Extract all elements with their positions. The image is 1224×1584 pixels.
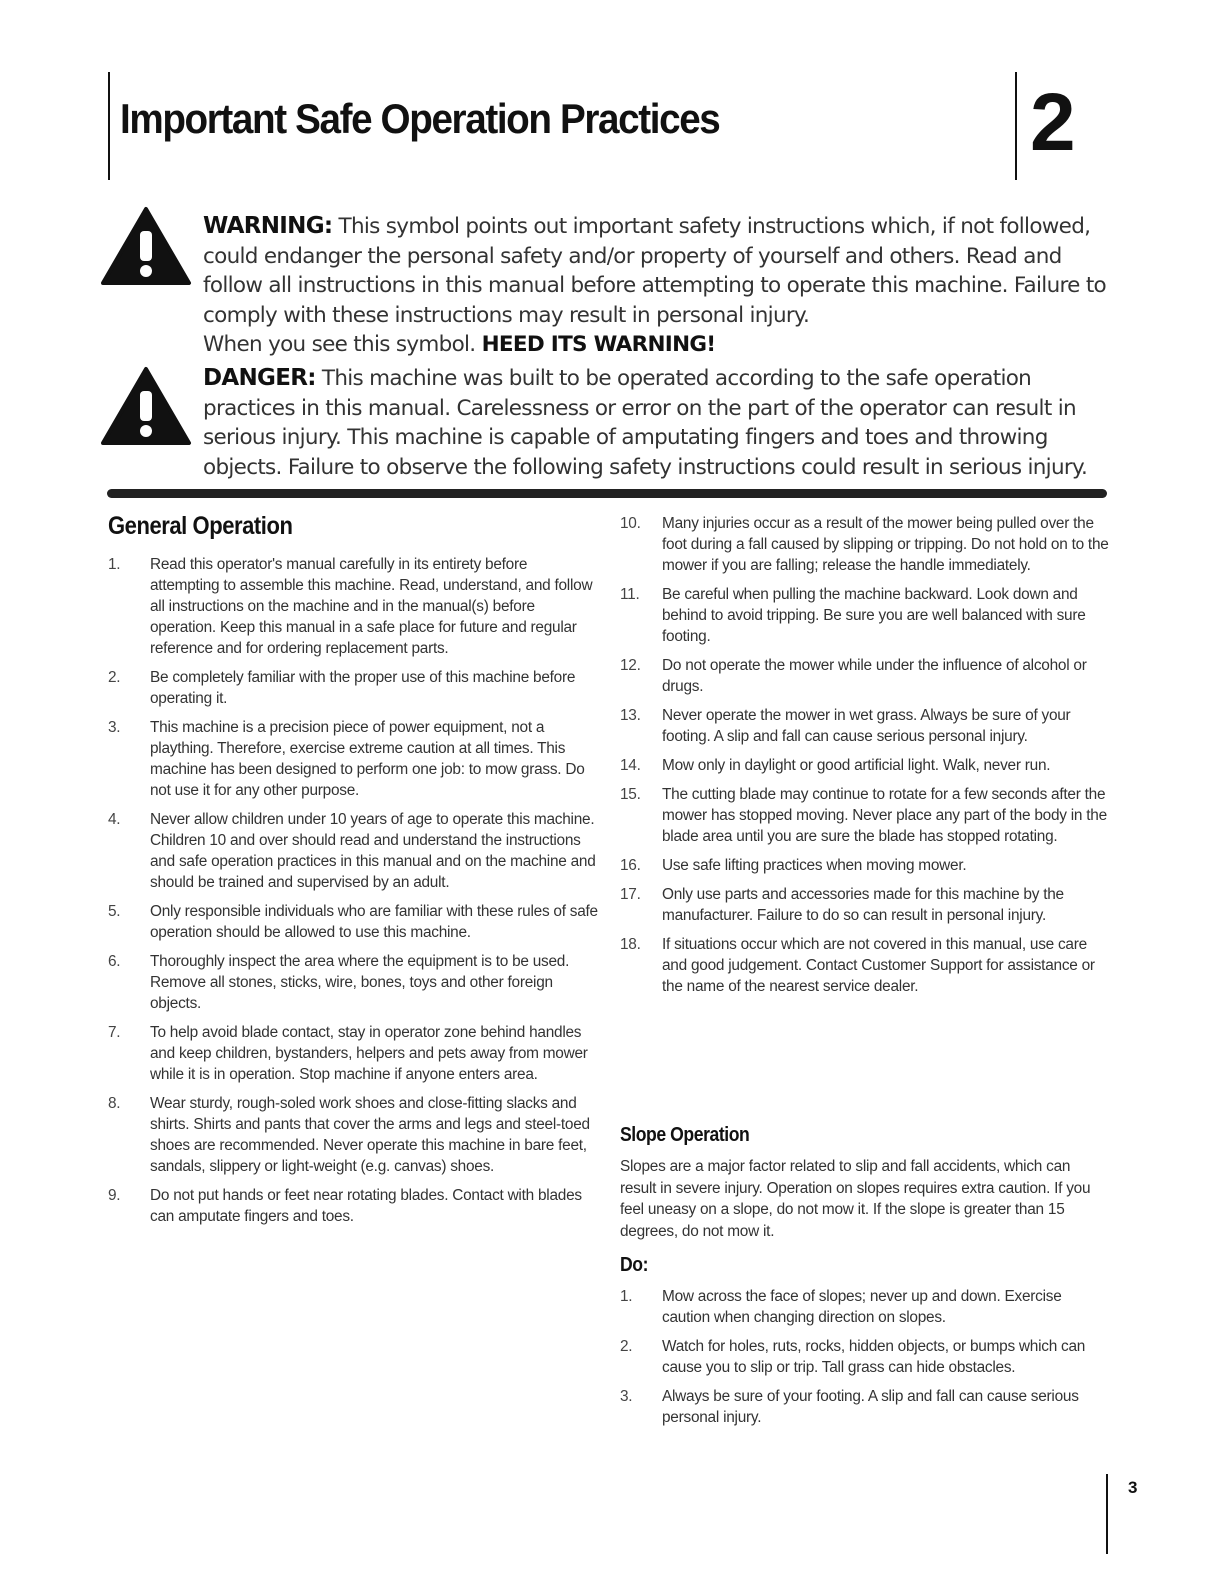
do-heading: Do: <box>620 1254 649 1276</box>
list-item: 13. Never operate the mower in wet grass. Always be sure of your footing. A slip and fall can cause serious personal injury. <box>620 707 1071 745</box>
list-item: 9. Do not put hands or feet near rotating blades. Contact with blades can amputate fingers and toes. <box>108 1187 582 1225</box>
page-title: Important Safe Operation Practices <box>120 95 720 142</box>
general-operation-heading: General Operation <box>108 512 293 540</box>
list-item: 1. Mow across the face of slopes; never up and down. Exercise caution when changing direction on slopes. <box>620 1288 1062 1326</box>
slope-operation-heading: Slope Operation <box>620 1124 750 1146</box>
list-item: 5. Only responsible individuals who are familiar with these rules of safe operation should be allowed to use this machine. <box>108 903 598 941</box>
danger-text: This machine was built to be operated according to the safe operation practices in this manual. Carelessness or error on the part of the operator can result in serious injury. This machine is capable of amputating fingers and toes and throwing objects. Failure to observe the following safety instructions could result in serious injury. <box>203 366 1088 480</box>
section-divider <box>107 489 1107 498</box>
list-item: 7. To help avoid blade contact, stay in operator zone behind handles and keep children, bystanders, helpers and pets away from mower while it is in operation. Stop machine if anyone enters area. <box>108 1024 588 1083</box>
list-item: 1. Read this operator's manual carefully in its entirety before attempting to assemble this machine. Read, understand, and follow all instructions on the machine and in the manual(s) before operation. Keep this manual in a safe place for future and regular reference and for ordering replacement parts. <box>108 556 593 657</box>
chapter-rule <box>1015 72 1017 180</box>
danger-triangle-icon <box>100 365 192 447</box>
list-item: 17. Only use parts and accessories made for this machine by the manufacturer. Failure to do so can result in personal injury. <box>620 886 1064 924</box>
list-item: 10. Many injuries occur as a result of the mower being pulled over the foot during a fall caused by slipping or tripping. Do not hold on to the mower if you are falling; release the handle immediately. <box>620 515 1109 574</box>
list-item: 3. Always be sure of your footing. A slip and fall can cause serious personal injury. <box>620 1388 1079 1426</box>
danger-keyword: DANGER: <box>203 365 316 391</box>
warning-line2: When you see this symbol. <box>203 332 482 357</box>
list-item: 11. Be careful when pulling the machine backward. Look down and behind to avoid tripping. Be sure you are well balanced with sure footing. <box>620 586 1086 645</box>
list-item: 15. The cutting blade may continue to rotate for a few seconds after the mower has stopped moving. Never place any part of the body in the blade area until you are sure the blade has stopped rotating. <box>620 786 1107 845</box>
list-item: 14. Mow only in daylight or good artificial light. Walk, never run. <box>620 757 1051 774</box>
slope-do-list <box>620 1286 1110 1436</box>
danger-notice <box>203 364 1108 482</box>
page-number: 3 <box>1128 1478 1138 1497</box>
title-left-rule <box>108 72 110 180</box>
list-item: 18. If situations occur which are not covered in this manual, use care and good judgement. Contact Customer Support for assistance or the name of the nearest service dealer. <box>620 936 1095 995</box>
warning-notice <box>203 212 1108 360</box>
list-item: 4. Never allow children under 10 years of age to operate this machine. Children 10 and over should read and understand the instructions and safe operation practices in this manual and on the machine and should be trained and supervised by an adult. <box>108 811 596 891</box>
warning-text: This symbol points out important safety instructions which, if not followed, could endanger the personal safety and/or property of yourself and others. Read and follow all instructions in this manual before attempting to operate this machine. Failure to comply with these instructions may result in personal injury. <box>203 214 1107 328</box>
list-item: 2. Watch for holes, ruts, rocks, hidden objects, or bumps which can cause you to slip or trip. Tall grass can hide obstacles. <box>620 1338 1086 1376</box>
list-item: 12. Do not operate the mower while under the influence of alcohol or drugs. <box>620 657 1087 695</box>
list-item: 16. Use safe lifting practices when moving mower. <box>620 857 967 874</box>
warning-triangle-icon <box>100 205 192 287</box>
general-operation-list-right <box>620 513 1110 1005</box>
list-item: 2. Be completely familiar with the proper use of this machine before operating it. <box>108 669 576 707</box>
general-operation-list-left <box>108 554 598 1235</box>
chapter-number: 2 <box>1030 77 1076 168</box>
warning-keyword: WARNING: <box>203 213 333 239</box>
heed-warning-emphasis: HEED ITS WARNING! <box>481 332 716 357</box>
page-number-rule <box>1106 1474 1108 1554</box>
list-item: 8. Wear sturdy, rough-soled work shoes and close-fitting slacks and shirts. Shirts and pants that cover the arms and legs and steel-toed shoes are recommended. Never operate this machine in bare feet, sandals, slippery or light-weight (e.g. canvas) shoes. <box>108 1095 590 1175</box>
slope-operation-intro: Slopes are a major factor related to slip and fall accidents, which can result in severe injury. Operation on slopes requires extra caution. If you feel uneasy on a slope, do not mow it. If the slope is greater than 15 degrees, do not mow it. <box>620 1158 1091 1240</box>
list-item: 6. Thoroughly inspect the area where the equipment is to be used. Remove all stones, sticks, wire, bones, toys and other foreign objects. <box>108 953 570 1012</box>
list-item: 3. This machine is a precision piece of power equipment, not a plaything. Therefore, exercise extreme caution at all times. This machine has been designed to perform one job: to mow grass. Do not use it for any other purpose. <box>108 719 585 799</box>
